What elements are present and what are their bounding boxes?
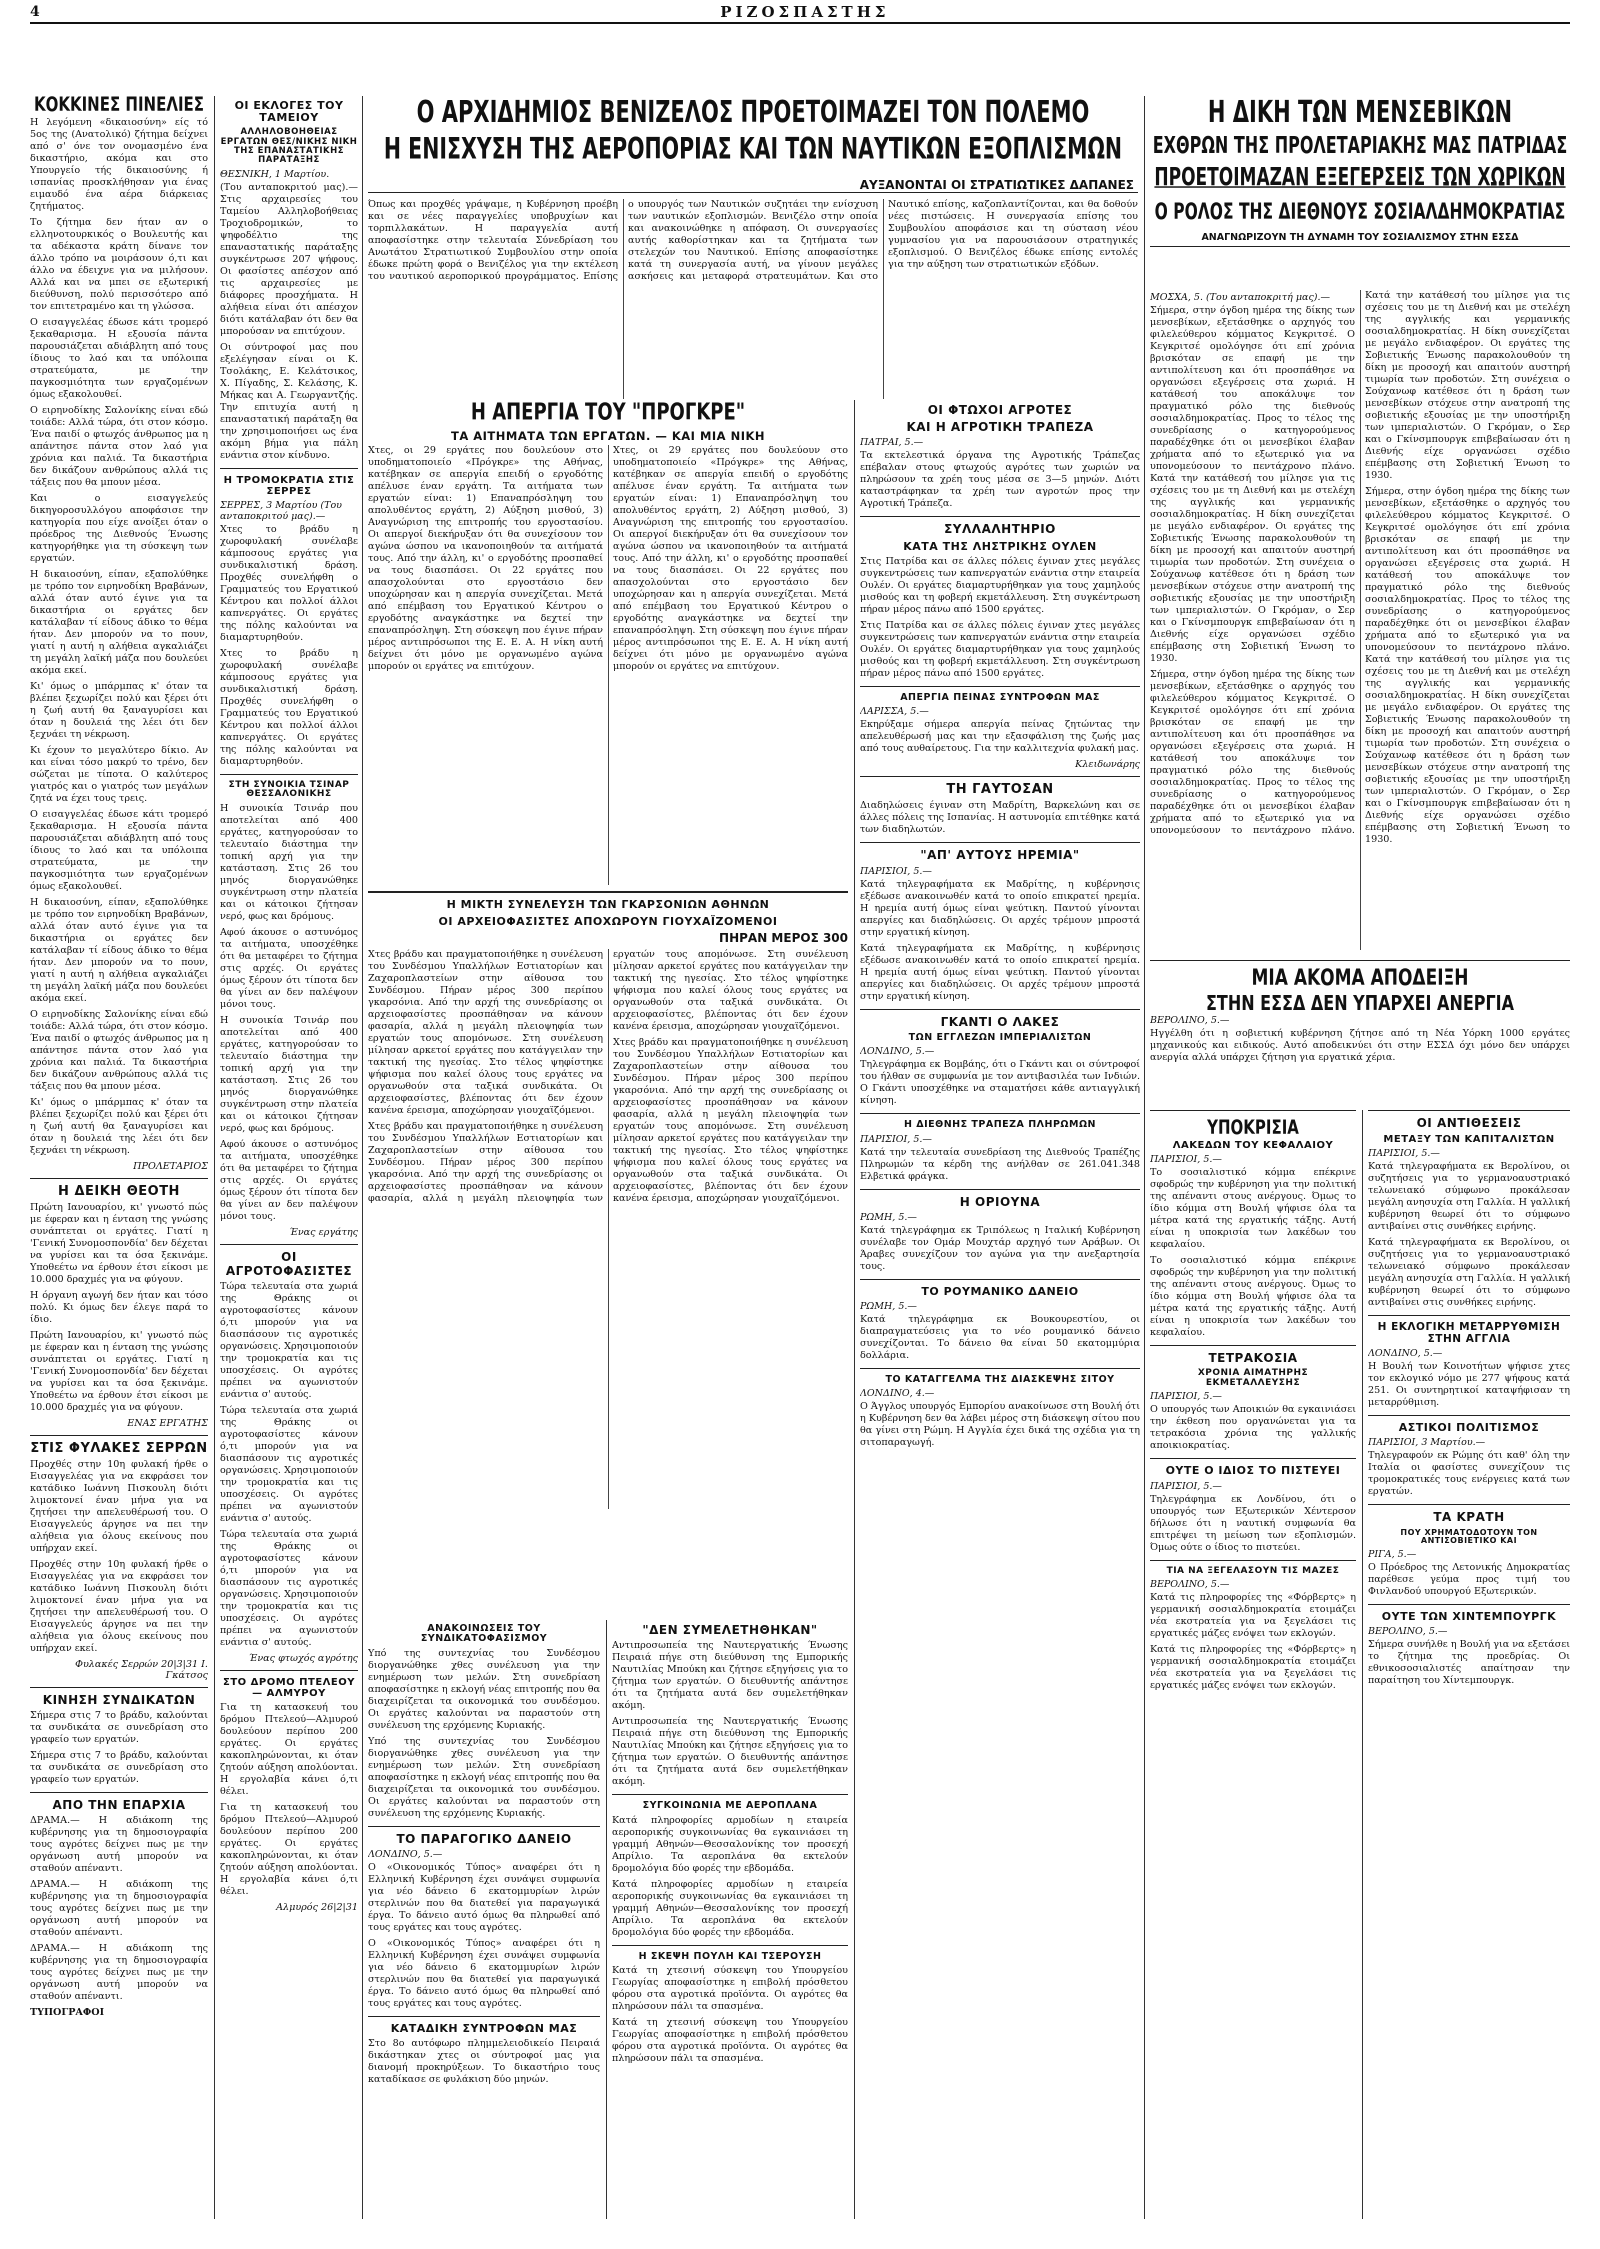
dateline: ΠΑΡΙΣΙΟΙ, 5.— bbox=[1150, 1153, 1222, 1165]
dateline: ΠΑΡΙΣΙΟΙ, 3 Μαρτίου.— bbox=[1368, 1437, 1486, 1449]
article-text: Τώρα τελευταία στα χωριά της Θράκης οι αγροτοφασίστες κάνουν ό,τι μπορούν για να διασπάσουν τις αγροτικές οργανώσεις. Χρησιμοποιούν την τρομοκρατία και τις υποσχέσεις. Οι αγρότες πρέπει να αγωνιστούν ενάντια σ' αυτούς. bbox=[220, 1280, 358, 1400]
dateline: ΘΕΣΝΙΚΗ, 1 Μαρτίου. bbox=[220, 168, 330, 180]
article-text: Κατά τηλεγραφήματα εκ Βερολίνου, οι συζητήσεις για το γερμανοαυστριακό τελωνειακό σύμφωνο προκάλεσαν μεγάλη ανησυχία στη Γαλλία. Η γαλλική κυβέρνηση θεωρεί ότι το σύμφωνο αντιβαίνει στις συνθήκες ειρήνης. bbox=[1368, 1237, 1570, 1309]
headline: ΕΧΘΡΩΝ ΤΗΣ ΠΡΟΛΕΤΑΡΙΑΚΗΣ ΜΑΣ ΠΑΤΡΙΔΑΣ bbox=[1152, 131, 1568, 159]
divider bbox=[220, 1244, 358, 1245]
article-text: Ο ειρηνοδίκης Σαλονίκης είναι εδώ τοιάδε: Αλλά τώρα, ότι στον κόσμο. Ένα παιδί ο φτωχός άνθρωπος μα η απάντησε πάντα στον λαό για χρόνια και παλιά. Τα δικαστήρια δεν δικάζουν ανθρώπους αλλά τις τάξεις που θα μπουν μέσα. bbox=[30, 404, 208, 488]
column-8 bbox=[1368, 1110, 1570, 2220]
article-title: ΤΕΤΡΑΚΟΣΙΑ bbox=[1208, 1350, 1298, 1365]
article-text: Ο «Οικονομικός Τύπος» αναφέρει ότι η Ελληνική Κυβέρνηση έχει συνάψει συμφωνία για νέο δάνειο 6 εκατομμυρίων λιρών στερλινών που θα διατεθεί για παραγωγικά έργα. Το δάνειο αυτό όμως θα πληρωθεί από τους εργάτες και τους αγρότες. bbox=[368, 1938, 600, 2010]
headline: Η ΕΝΙΣΧΥΣΗ ΤΗΣ ΑΕΡΟΠΟΡΙΑΣ ΚΑΙ ΤΩΝ ΝΑΥΤΙΚΩΝ ΕΞΟΠΛΙΣΜΩΝ bbox=[383, 131, 1123, 166]
article-title: Η ΤΡΟΜΟΚΡΑΤΙΑ ΣΤΙΣ ΣΕΡΡΕΣ bbox=[223, 474, 355, 497]
article-text: Τώρα τελευταία στα χωριά της Θράκης οι αγροτοφασίστες κάνουν ό,τι μπορούν για να διασπάσουν τις αγροτικές οργανώσεις. Χρησιμοποιούν την τρομοκρατία και τις υποσχέσεις. Οι αγρότες πρέπει να αγωνιστούν ενάντια σ' αυτούς. bbox=[220, 1404, 358, 1524]
article-text: Κι' όμως ο μπάρμπας κ' όταν τα βλέπει ξεχωρίζει πολύ και ξέρει ότι η ζωή αυτή θα ξαναγυρίσει και όταν η δουλειά της λέει ότι δεν ξεχνάει τη νέκρωση. bbox=[30, 1096, 208, 1156]
dateline: ΒΕΡΟΛΙΝΟ, 5.— bbox=[1150, 1015, 1230, 1027]
divider bbox=[368, 891, 848, 893]
article-text: Ο Άγγλος υπουργός Εμπορίου ανακοίνωσε στη Βουλή ότι η Κυβέρνηση δεν θα λάβει μέρος στη διάσκεψη σίτου που θα γίνει στη Ρώμη. Η Αγγλία έχει δικά της σχέδια για τη σιτοπαραγωγή. bbox=[860, 1401, 1140, 1449]
divider bbox=[1150, 1110, 1356, 1111]
article-text: Κατά τη χτεσινή σύσκεψη του Υπουργείου Γεωργίας αποφασίστηκε η επιβολή πρόσθετου φόρου στα αγροτικά προϊόντα. Οι αγρότες θα πληρώσουν πάλι τα σπασμένα. bbox=[612, 2017, 848, 2065]
article-text: ΔΡΑΜΑ.— Η αδιάκοπη της κυβέρνησης για τη δημοσιογραφία τους αγρότες δείχνει πως με την οργάνωση αυτή μπορούν να σταθούν απέναντι. bbox=[30, 1815, 208, 1875]
article-title: ΑΠΟ ΤΗΝ ΕΠΑΡΧΙΑ bbox=[52, 1798, 186, 1813]
article-text: Υπό της συντεχνίας του Συνδέσμου διοργανώθηκε χθες συνέλευση για την ενημέρωση των μελών. Στη συνεδρίαση αποφασίστηκε η εκλογή νέας επιτροπής που θα διαχειρίζεται τα οικονομικά του συνδέσμου. Οι εργάτες καλούνται να παραστούν στη συνέλευση της ερχόμενης Κυριακής. bbox=[368, 1647, 600, 1731]
article-text: Στις Πατρίδα και σε άλλες πόλεις έγιναν χτες μεγάλες συγκεντρώσεις των καπνεργατών ενάντια στην εταιρεία Ουλέν. Οι εργάτες διαμαρτυρήθηκαν για τους χαμηλούς μισθούς και τη φοβερή εκμετάλλευση. Στη συγκέντρωση πήραν μέρος πάνω από 1500 εργάτες. bbox=[860, 619, 1140, 679]
dateline: ΠΑΡΙΣΙΟΙ, 5.— bbox=[860, 865, 932, 877]
divider bbox=[1150, 1458, 1356, 1459]
article-text: Ο εισαγγελέας έδωσε κάτι τρομερό ξεκαθαρισμα. Η εξουσία πάντα παρουσιάζεται αδιάβλητη από τους ίδιους το λαό και τα υπόλοιπα στρατεύματα, με την παγκοσμιότητα των εργαζομένων όμως εξακολουθεί. bbox=[30, 808, 208, 892]
article-title: ΤΗ ΓΑΥΤΟΣΑΝ bbox=[946, 782, 1054, 798]
signature: ΠΡΟΛΕΤΑΡΙΟΣ bbox=[133, 1160, 208, 1172]
article-title: ΟΥΤΕ ΤΩΝ ΧΙΝΤΕΜΠΟΥΡΓΚ bbox=[1381, 1610, 1557, 1624]
divider bbox=[612, 1794, 848, 1795]
column-rule bbox=[1362, 1110, 1363, 2219]
signature: Ένας φτωχός αγρότης bbox=[248, 1652, 358, 1664]
divider bbox=[368, 1826, 600, 1827]
article-text: Ο ειρηνοδίκης Σαλονίκης είναι εδώ τοιάδε: Αλλά τώρα, ότι στον κόσμο. Ένα παιδί ο φτωχός άνθρωπος μα η απάντησε πάντα στον λαό για χρόνια και παλιά. Τα δικαστήρια δεν δικάζουν ανθρώπους αλλά τις τάξεις που θα μπουν μέσα. bbox=[30, 1008, 208, 1092]
article-text: Πρώτη Ιανουαρίου, κι' γνωστό πώς με έφεραν και η ένταση της γνώσης συνάπτεται οι εργάτες. Γιατί η 'Γενική Συνομοσπονδία' δεν δέχεται να γυρίσει και τα όσα ξεκινάμε. Υποθεέτω να έρθουν έτσι είκοσι με 10.000 δραχμές για να φύγουν. bbox=[30, 1201, 208, 1285]
article-text: Κατά πληροφορίες αρμοδίων η εταιρεία αεροπορικής συγκοινωνίας θα εγκαινιάσει τη γραμμή Αθηνών—Θεσσαλονίκης τον προσεχή Απρίλιο. Τα αεροπλάνα θα εκτελούν δρομολόγια δύο φορές την εβδομάδα. bbox=[612, 1814, 848, 1874]
article-title: ΟΙ ΑΓΡΟΤΟΦΑΣΙΣΤΕΣ bbox=[225, 1250, 353, 1278]
article-text: Χτες, οι 29 εργάτες που δουλεύουν στο υποδηματοποιείο «Πρόγκρε» της Αθήνας, κατέβηκαν σε απεργία επειδή ο εργοδότης απέλυσε έναν εργάτη. Τα αιτήματα των εργατών είναι: 1) Επαναπρόσληψη του απολυθέντος εργάτη, 2) Αύξηση μισθού, 3) Αναγνώριση της επιτροπής του εργοστασίου. Οι απεργοί διεκήρυξαν ότι θα συνεχίσουν τον αγώνα ώσπου να ικανοποιηθούν τα αιτήματά τους. Από την άλλη, κι' ο εργοδότης προσπαθεί να τους διασπάσει. Οι 22 εργάτες που απασχολούνται στο εργοστάσιο δεν υποχώρησαν και η απεργία συνεχίζεται. Μετά από επέμβαση του Εργατικού Κέντρου ο εργοδότης αναγκάστηκε να δεχτεί την επαναπρόσληψη. Στη σύσκεψη που έγινε πήραν μέρος αντιπρόσωποι της Ε. Ε. Α. Η νίκη αυτή δείχνει ότι μόνο με οργανωμένο αγώνα μπορούν οι εργάτες να επιτύχουν. bbox=[613, 445, 848, 673]
article-text: Σήμερα συνήλθε η Βουλή για να εξετάσει το ζήτημα της προεδρίας. Οι εθνικοσοσιαλιστές απαίτησαν την παραίτηση του Χίντεμπουργκ. bbox=[1368, 1639, 1570, 1687]
article-text: Η συνοικία Τσινάρ που αποτελείται από 400 εργάτες, κατηγορούσαν το τελευταίο διάστημα την τοπική αρχή για την κατάσταση. Στις 26 του μηνός διοργανώθηκε συγκέντρωση στην πλατεία και οι κάτοικοι ζήτησαν νερό, φως και δρόμους. bbox=[220, 803, 358, 923]
article-text: Η δικαιοσύνη, είπαν, εξαπολύθηκε με τρόπο τον ειρηνοδίκη Βραβάνων, αλλά όταν αυτό έγινε για τα δικαστήρια οι εργάτες δεν κατάλαβαν τί είδους άδικο το θέμα ήταν. Δεν μπορούν να το πουν, γιατί η αυτή η αλήθεια αγκαλιάζει τη μεγάλη λαϊκή μάζα που δουλεύει ακόμα εκεί. bbox=[30, 568, 208, 676]
article-text: Κατά τη χτεσινή σύσκεψη του Υπουργείου Γεωργίας αποφασίστηκε η επιβολή πρόσθετου φόρου στα αγροτικά προϊόντα. Οι αγρότες θα πληρώσουν πάλι τα σπασμένα. bbox=[612, 1965, 848, 2013]
article-subtitle: ΑΛΛΗΛΟΒΟΗΘΕΙΑΣ ΕΡΓΑΤΩΝ ΘΕΣ/ΝΙΚΗΣ ΝΙΚΗ ΤΗΣ ΕΠΑΝΑΣΤΑΤΙΚΗΣ ΠΑΡΑΤΑΞΗΣ bbox=[220, 127, 358, 166]
article-text: Κατά τηλεγράφημα εκ Τριπόλεως η Ιταλική Κυβέρνηση συνέλαβε τον Ομάρ Μουχτάρ αρχηγό των Αράβων. Οι Άραβες συνεχίζουν τον αγώνα για την ανεξαρτησία τους. bbox=[860, 1224, 1140, 1272]
article-text: Η δικαιοσύνη, είπαν, εξαπολύθηκε με τρόπο τον ειρηνοδίκη Βραβάνων, αλλά όταν αυτό έγινε για τα δικαστήρια οι εργάτες δεν κατάλαβαν τί είδους άδικο το θέμα ήταν. Δεν μπορούν να το πουν, γιατί η αυτή η αλήθεια αγκαλιάζει τη μεγάλη λαϊκή μάζα που δουλεύει ακόμα εκεί. bbox=[30, 896, 208, 1004]
article-text: Τηλεγράφημα εκ Βομβάης, ότι ο Γκάντι και οι σύντροφοί του ήλθαν σε συμφωνία με τον αντιβασιλέα των Ινδιών. Ο Γκάντι υποσχέθηκε να σταματήσει κάθε αντιαγγλική κίνηση. bbox=[860, 1059, 1140, 1107]
menshevik-trial-article bbox=[1150, 290, 1570, 950]
article-text: Σήμερα, στην όγδοη ημέρα της δίκης των μενσεβίκων, εξετάσθηκε ο αρχηγός του φιλελεύθερου κόμματος Κεγκριτσέ. Ο Κεγκριτσέ ομολόγησε ότι επί χρόνια βρισκόταν σε επαφή με την αντιπολίτευση και ότι προσπάθησε να οργανώσει εξεγέρσεις στα χωριά. Η κατάθεσή του αποκάλυψε τον πραγματικό ρόλο της διεθνούς σοσιαλδημοκρατίας. Προς το τέλος της συνεδρίασης ο κατηγορούμενος παραδέχθηκε ότι οι μενσεβίκοι έλαβαν χρήματα από το εξωτερικό για να υπονομεύσουν το πεντάχρονο πλάνο. Κατά την κατάθεσή του μίλησε για τις σχέσεις του με τη Διεθνή και με στελέχη της αγγλικής και γερμανικής σοσιαλδημοκρατίας. Η δίκη συνεχίζεται με μεγάλο ενδιαφέρον. Οι εργάτες της Σοβιετικής Ένωσης παρακολουθούν τη δίκη με προσοχή και απαιτούν αυστηρή τιμωρία των προδοτών. Στη συνέχεια ο Σούχανωφ κατέθεσε ότι η δράση των μενσεβίκων στόχευε στην ανατροπή της σοβιετικής εξουσίας με την υποστήριξη των ιμπεριαλιστών. Ο Γκρόμαν, ο Σερ και ο Γκίνσμπουργκ επιβεβαίωσαν ότι η Διεθνής είχε οργανώσει σχέδιο επέμβασης στη Σοβιετική Ένωση το 1930. bbox=[1150, 290, 1570, 836]
article-text: Προχθές στην 10η φυλακή ήρθε ο Εισαγγελέας για να εκφράσει τον κατάδικο Ιωάννη Πισκουλη διότι λιμοκτονεί έναν μήνα για να ζητήσει την απελευθέρωσή του. Ο Εισαγγελεύς άργησε να πει την αλήθεια για όλους εκείνους που υπήρχαν εκεί. bbox=[30, 1559, 208, 1655]
article-text: Για τη κατασκευή του δρόμου Πτελεού—Αλμυρού δουλεύουν περίπου 200 εργάτες. Οι εργάτες κακοπληρώνονται, κι όταν ζητούν αύξηση απολύονται. Η εργολαβία κάνει ό,τι θέλει. bbox=[220, 1701, 358, 1797]
article-text: Ο εισαγγελέας έδωσε κάτι τρομερό ξεκαθαρισμα. Η εξουσία πάντα παρουσιάζεται αδιάβλητη από τους ίδιους το λαό και τα υπόλοιπα στρατεύματα, με την παγκοσμιότητα των εργαζομένων όμως εξακολουθεί. bbox=[30, 316, 208, 400]
divider bbox=[860, 776, 1140, 777]
article-subtitle: ΚΑΙ Η ΑΓΡΟΤΙΚΗ ΤΡΑΠΕΖΑ bbox=[906, 420, 1094, 435]
divider bbox=[1368, 1315, 1570, 1316]
article-title: Η ΔΕΙΚΗ ΘΕΟΤΗ bbox=[58, 1183, 180, 1199]
article-text: Το ζήτημα δεν ήταν αν ο ελληνοτουρκικός ο Βουλευτής και τα αδέκαστα κράτη δίνανε τον άλλο τρόπο να μοιράσουν ό,τι και άλλο να έδειχνε για να μιλήσουν. Αλλά και να μπει σε εξωτερική διεύθυνση, πολύ περισσότερο από τον επιτετραμένο και τη γλώσσα. bbox=[30, 216, 208, 312]
signature: Ένας εργάτης bbox=[289, 1227, 358, 1239]
headline: Ο ΑΡΧΙΔΗΜΙΟΣ ΒΕΝΙΖΕΛΟΣ ΠΡΟΕΤΟΙΜΑΖΕΙ ΤΟΝ ΠΟΛΕΜΟ bbox=[416, 94, 1090, 130]
article-text: Κι' όμως ο μπάρμπας κ' όταν τα βλέπει ξεχωρίζει πολύ και ξέρει ότι η ζωή αυτή θα ξαναγυρίσει και όταν η δουλειά της λέει ότι δεν ξεχνάει τη νέκρωση. bbox=[30, 680, 208, 740]
article-title: ΤΑ ΚΡΑΤΗ bbox=[1433, 1510, 1505, 1525]
article-text: Υπό της συντεχνίας του Συνδέσμου διοργανώθηκε χθες συνέλευση για την ενημέρωση των μελών. Στη συνεδρίαση αποφασίστηκε η εκλογή νέας επιτροπής που θα διαχειρίζεται τα οικονομικά του συνδέσμου. Οι εργάτες καλούνται να παραστούν στη συνέλευση της ερχόμενης Κυριακής. bbox=[368, 1735, 600, 1819]
dateline: ΒΕΡΟΛΙΝΟ, 5.— bbox=[1368, 1626, 1448, 1638]
column-1 bbox=[30, 94, 208, 2214]
article-text: Κατά τηλεγραφήματα εκ Βερολίνου, οι συζητήσεις για το γερμανοαυστριακό τελωνειακό σύμφωνο προκάλεσαν μεγάλη ανησυχία στη Γαλλία. Η γαλλική κυβέρνηση θεωρεί ότι το σύμφωνο αντιβαίνει στις συνθήκες ειρήνης. bbox=[1368, 1161, 1570, 1233]
article-text: Σήμερα στις 7 το βράδυ, καλούνται τα συνδικάτα σε συνεδρίαση στο γραφείο των εργατών. bbox=[30, 1750, 208, 1786]
column-rule bbox=[1144, 96, 1145, 2219]
dateline: ΛΟΝΔΙΝΟ, 5.— bbox=[1368, 1348, 1443, 1360]
dateline: ΠΑΡΙΣΙΟΙ, 5.— bbox=[860, 1133, 932, 1145]
article-text: Αφού άκουσε ο αστυνόμος τα αιτήματα, υποσχέθηκε ότι θα μεταφέρει το ζήτημα στις αρχές. Οι εργάτες όμως ξέρουν ότι τίποτα δεν θα γίνει αν δεν παλέψουν μόνοι τους. bbox=[220, 927, 358, 1011]
dateline: ΒΕΡΟΛΙΝΟ, 5.— bbox=[1150, 1579, 1230, 1591]
signature: Αλμυρός 26|2|31 bbox=[276, 1901, 358, 1913]
masthead bbox=[30, 4, 1570, 20]
divider bbox=[1150, 960, 1570, 961]
article-title: ΤΟ ΚΑΤΑΓΓΕΛΜΑ ΤΗΣ ΔΙΑΣΚΕΨΗΣ ΣΙΤΟΥ bbox=[885, 1373, 1115, 1385]
dateline: ΛΟΝΔΙΝΟ, 5.— bbox=[368, 1849, 443, 1861]
headline: Η ΔΙΚΗ ΤΩΝ ΜΕΝΣΕΒΙΚΩΝ bbox=[1207, 94, 1513, 130]
article-text: Η όργανη αγωγή δεν ήταν και τόσο πολύ. Κι όμως δεν έλεγε παρά το ίδιο. bbox=[30, 1289, 208, 1325]
divider bbox=[860, 1113, 1140, 1114]
article-title: ΟΥΤΕ Ο ΙΔΙΟΣ ΤΟ ΠΙΣΤΕΥΕΙ bbox=[1165, 1464, 1341, 1478]
article-text: Ο «Οικονομικός Τύπος» αναφέρει ότι η Ελληνική Κυβέρνηση έχει συνάψει συμφωνία για νέο δάνειο 6 εκατομμυρίων λιρών στερλινών που θα διατεθεί για παραγωγικά έργα. Το δάνειο αυτό όμως θα πληρωθεί από τους εργάτες και τους αγρότες. bbox=[368, 1862, 600, 1934]
column-rule bbox=[606, 1620, 607, 2219]
dateline: ΣΕΡΡΕΣ, 3 Μαρτίου (Του ανταποκριτού μας).— bbox=[220, 499, 342, 522]
subheadline: ΑΥΞΑΝΟΝΤΑΙ ΟΙ ΣΤΡΑΤΙΩΤΙΚΕΣ ΔΑΠΑΝΕΣ bbox=[368, 178, 1138, 193]
subheadline: ΑΝΑΓΝΩΡΙΖΟΥΝ ΤΗ ΔΥΝΑΜΗ ΤΟΥ ΣΟΣΙΑΛΙΣΜΟΥ ΣΤΗΝ ΕΣΣΔ bbox=[1150, 232, 1570, 247]
article-text: Όπως και προχθές γράψαμε, η Κυβέρνηση προέβη και σε νέες παραγγελίες υποβρυχίων και τορπιλλακάτων. Η παραγγελία αυτή αποφασίστηκε στην τελευταία Σύνεδρίαση του Ανωτάτου Στρατιωτικού Συμβουλίου στην οποία έδωκε πρώτη φορά ο Βενιζέλος για την εκτέλεση του ναυτικού αεροπορικού προγράμματος. Επίσης ο υπουργός των Ναυτικών συζητάει την ενίσχυση των ναυτικών εξοπλισμών. Βενιζέλο στην οποία και ανακοινώθηκε η απόφαση. Οι συνεργασίες αυτής καθορίστηκαν και τα ζητήματα των στελεχών του Ναυτικού. Επίσης αποφασίστηκε κατά τη συνεργασία αυτή, να γίνουν μεγάλες ασκήσεις και μεταφορά στρατευμάτων. Και στο Ναυτικό επίσης, καζοπλαντίζονται, και θα δοθούν νέες πιστώσεις. Η συνεργασία επίσης του Συμβουλίου αποφάσισε και τη σύσταση νέου γυμνασίου για να παρουσιάσουν στρατηγικές εξοπλισμού. Ο Βενιζέλος έδωκε επίσης εντολές για την αύξηση των στρατιωτικών εξόδων. bbox=[368, 199, 1138, 282]
article-text: Αντιπροσωπεία της Ναυτεργατικής Ένωσης Πειραιά πήγε στη διεύθυνση της Εμπορικής Ναυτιλίας Μπούκη και ζήτησε εξηγήσεις για το ζήτημα των εργατών. Ο διευθυντής απάντησε ότι τα ζητήματα αυτά δεν συμελετήθηκαν ακόμη. bbox=[612, 1716, 848, 1788]
article-text: Κατά τηλεγραφήματα εκ Μαδρίτης, η κυβέρνησις εξέδωσε ανακοινωθέν κατά το οποίο επικρατεί ηρεμία. Η ηρεμία αυτή όμως είναι ψεύτικη. Παντού γίνονται απεργίες και διαδηλώσεις. Οι αρχές τρέμουν μπροστά στην εργατική κίνηση. bbox=[860, 878, 1140, 938]
masthead-rule bbox=[30, 22, 1570, 24]
article-subtitle: ΤΑ ΑΙΤΗΜΑΤΑ ΤΩΝ ΕΡΓΑΤΩΝ. — ΚΑΙ ΜΙΑ ΝΙΚΗ bbox=[450, 428, 766, 443]
divider bbox=[220, 774, 358, 775]
banner-article bbox=[368, 199, 1138, 399]
article-title: ΣΤΙΣ ΦΥΛΑΚΕΣ ΣΕΡΡΩΝ bbox=[30, 1440, 208, 1456]
article-text: Χτες, οι 29 εργάτες που δουλεύουν στο υποδηματοποιείο «Πρόγκρε» της Αθήνας, κατέβηκαν σε απεργία επειδή ο εργοδότης απέλυσε έναν εργάτη. Τα αιτήματα των εργατών είναι: 1) Επαναπρόσληψη του απολυθέντος εργάτη, 2) Αύξηση μισθού, 3) Αναγνώριση της επιτροπής του εργοστασίου. Οι απεργοί διεκήρυξαν ότι θα συνεχίσουν τον αγώνα ώσπου να ικανοποιηθούν τα αιτήματά τους. Από την άλλη, κι' ο εργοδότης προσπαθεί να τους διασπάσει. Οι 22 εργάτες που απασχολούνται στο εργοστάσιο δεν υποχώρησαν και η απεργία συνεχίζεται. Μετά από επέμβαση του Εργατικού Κέντρου ο εργοδότης αναγκάστηκε να δεχτεί την επαναπρόσληψη. Στη σύσκεψη που έγινε πήραν μέρος αντιπρόσωποι της Ε. Ε. Α. Η νίκη αυτή δείχνει ότι μόνο με οργανωμένο αγώνα μπορούν οι εργάτες να επιτύχουν. bbox=[368, 445, 603, 673]
divider bbox=[30, 1687, 208, 1688]
article-subtitle: ΧΡΟΝΙΑ ΑΙΜΑΤΗΡΗΣ ΕΚΜΕΤΑΛΛΕΥΣΗΣ bbox=[1197, 1367, 1309, 1388]
divider bbox=[220, 468, 358, 469]
dateline: ΡΙΓΑ, 5.— bbox=[1368, 1549, 1417, 1561]
article-text: Για τη κατασκευή του δρόμου Πτελεού—Αλμυρού δουλεύουν περίπου 200 εργάτες. Οι εργάτες κακοπληρώνονται, κι όταν ζητούν αύξηση απολύονται. Η εργολαβία κάνει ό,τι θέλει. bbox=[220, 1801, 358, 1897]
article-subtitle: ΣΤΗΝ ΕΣΣΔ ΔΕΝ ΥΠΑΡΧΕΙ ΑΝΕΡΓΙΑ bbox=[1205, 990, 1515, 1016]
article-text: Στις Πατρίδα και σε άλλες πόλεις έγιναν χτες μεγάλες συγκεντρώσεις των καπνεργατών ενάντια στην εταιρεία Ουλέν. Οι εργάτες διαμαρτυρήθηκαν για τους χαμηλούς μισθούς και τη φοβερή εκμετάλλευση. Στη συγκέντρωση πήραν μέρος πάνω από 1500 εργάτες. bbox=[860, 555, 1140, 615]
article-subtitle: ΚΑΤΑ ΤΗΣ ΛΗΣΤΡΙΚΗΣ ΟΥΛΕΝ bbox=[903, 539, 1097, 553]
article-title: ΚΑΤΑΔΙΚΗ ΣΥΝΤΡΟΦΩΝ ΜΑΣ bbox=[390, 2022, 578, 2036]
article-title: Η ΕΚΛΟΓΙΚΗ ΜΕΤΑΡΡΥΘΜΙΣΗ ΣΤΗΝ ΑΓΓΛΙΑ bbox=[1377, 1321, 1561, 1345]
article-title: ΥΠΟΚΡΙΣΙΑ bbox=[1207, 1115, 1299, 1140]
paper-name: ΡΙΖΟΣΠΑΣΤΗΣ bbox=[720, 3, 890, 21]
unemployment-article bbox=[1150, 960, 1570, 1100]
divider bbox=[1368, 1604, 1570, 1605]
column-7 bbox=[1150, 1110, 1356, 2220]
article-text: Κι έχουν το μεγαλύτερο δίκιο. Αν και είναι τόσο μακρύ το τρένο, δεν σώζεται με τίποτα. Ο καλύτερος γιατρός και ο γιατρός των μεγάλων ζητά να έχει τους τρεις. bbox=[30, 744, 208, 804]
divider bbox=[860, 842, 1140, 843]
article-title: ΟΙ ΑΝΤΙΘΕΣΕΙΣ bbox=[1416, 1116, 1522, 1130]
article-text: Αντιπροσωπεία της Ναυτεργατικής Ένωσης Πειραιά πήγε στη διεύθυνση της Εμπορικής Ναυτιλίας Μπούκη και ζήτησε εξηγήσεις για το ζήτημα των εργατών. Ο διευθυντής απάντησε ότι τα ζητήματα αυτά δεν συμελετήθηκαν ακόμη. bbox=[612, 1640, 848, 1712]
article-text: Στο 8ο αυτόφωρο πλημμελειοδικείο Πειραιά δικάστηκαν χτες οι σύντροφοί μας για διανομή προκηρύξεων. Το δικαστήριο τους καταδίκασε σε φυλάκιση δύο μηνών. bbox=[368, 2038, 600, 2086]
divider bbox=[1368, 1504, 1570, 1505]
article-subtitle: ΜΕΤΑΞΥ ΤΩΝ ΚΑΠΙΤΑΛΙΣΤΩΝ bbox=[1383, 1134, 1555, 1146]
column-5 bbox=[860, 400, 1140, 2220]
article-title: ΣΤΗ ΣΥΝΟΙΚΙΑ ΤΣΙΝΑΡ ΘΕΣΣΑΛΟΝΙΚΗΣ bbox=[228, 779, 350, 800]
article-title: Η ΟΡΙΟΥΝΑ bbox=[959, 1194, 1041, 1209]
article-text: Σήμερα, στην όγδοη ημέρα της δίκης των μενσεβίκων, εξετάσθηκε ο αρχηγός του φιλελεύθερου κόμματος Κεγκριτσέ. Ο Κεγκριτσέ ομολόγησε ότι επί χρόνια βρισκόταν σε επαφή με την αντιπολίτευση και ότι προσπάθησε να οργανώσει εξεγέρσεις στα χωριά. Η κατάθεσή του αποκάλυψε τον πραγματικό ρόλο της διεθνούς σοσιαλδημοκρατίας. Προς το τέλος της συνεδρίασης ο κατηγορούμενος παραδέχθηκε ότι οι μενσεβίκοι έλαβαν χρήματα από το εξωτερικό για να υπονομεύσουν το πεντάχρονο πλάνο. Κατά την κατάθεσή του μίλησε για τις σχέσεις του με τη Διεθνή και με στελέχη της αγγλικής και γερμανικής σοσιαλδημοκρατίας. Η δίκη συνεχίζεται με μεγάλο ενδιαφέρον. Οι εργάτες της Σοβιετικής Ένωσης παρακολουθούν τη δίκη με προσοχή και απαιτούν αυστηρή τιμωρία των προδοτών. Στη συνέχεια ο Σούχανωφ κατέθεσε ότι η δράση των μενσεβίκων στόχευε στην ανατροπή της σοβιετικής εξουσίας με την υποστήριξη των ιμπεριαλιστών. Ο Γκρόμαν, ο Σερ και ο Γκίνσμπουργκ επιβεβαίωσαν ότι η Διεθνής είχε οργανώσει σχέδιο επέμβασης στη Σοβιετική Ένωση το 1930. bbox=[1150, 305, 1355, 664]
divider bbox=[860, 1009, 1140, 1010]
article-text: Η συνοικία Τσινάρ που αποτελείται από 400 εργάτες, κατηγορούσαν το τελευταίο διάστημα την τοπική αρχή για την κατάσταση. Στις 26 του μηνός διοργανώθηκε συγκέντρωση στην πλατεία και οι κάτοικοι ζήτησαν νερό, φως και δρόμους. bbox=[220, 1015, 358, 1135]
divider bbox=[860, 1279, 1140, 1280]
article-subtitle: ΠΟΥ ΧΡΗΜΑΤΟΔΟΤΟΥΝ ΤΟΝ ΑΝΤΙΣΟΒΙΕΤΙΚΟ ΚΑΙ bbox=[1400, 1527, 1538, 1546]
column-rule bbox=[362, 96, 363, 2219]
dateline: ΡΩΜΗ, 5.— bbox=[860, 1211, 917, 1223]
article-title: ΟΙ ΦΤΩΧΟΙ ΑΓΡΟΤΕΣ bbox=[927, 403, 1073, 417]
kicker: ΠΗΡΑΝ ΜΕΡΟΣ 300 bbox=[719, 930, 848, 945]
article-text: Η Βουλή των Κοινοτήτων ψήφισε χτες τον εκλογικό νόμο με 277 ψήφους κατά 251. Οι συντηρητικοί καταψήφισαν τη μεταρρύθμιση. bbox=[1368, 1361, 1570, 1409]
article-text: Χτες βράδυ και πραγματοποιήθηκε η συνέλευση του Συνδέσμου Υπαλλήλων Εστιατορίων και Ζαχαροπλαστείων στην αίθουσα του Συνδέσμου. Πήραν μέρος 300 περίπου γκαρσόνια. Από την αρχή της συνεδρίασης οι αρχειοφασίστες προσπάθησαν να κάνουν φασαρία, αλλά η μεγάλη πλειοψηφία των εργατών τους απομόνωσε. Στη συνέλευση μίλησαν αρκετοί εργάτες που κατάγγειλαν την τακτική της ηγεσίας. Στο τέλος ψηφίστηκε ψήφισμα που καλεί όλους τους εργάτες να οργανωθούν στα ταξικά συνδικάτα. Οι αρχειοφασίστες, βλέποντας ότι δεν έχουν κανένα έρεισμα, αποχώρησαν γιουχαϊζόμενοι. bbox=[368, 948, 848, 1204]
article-text: Ο υπουργός των Αποικιών θα εγκαινιάσει την έκθεση που οργανώνεται για τα τετρακόσια χρόνια της γαλλικής αποικιοκρατίας. bbox=[1150, 1404, 1356, 1452]
column-rule bbox=[214, 96, 215, 2219]
article-text: Κατά τις πληροφορίες της «Φόρβερτς» η γερμανική σοσιαλδημοκρατία ετοιμάζει νέα εκστρατεία για να ξεγελάσει τις εργατικές μάζες ενόψει των εκλογών. bbox=[1150, 1644, 1356, 1692]
article-title: Η ΜΙΚΤΗ ΣΥΝΕΛΕΥΣΗ ΤΩΝ ΓΚΑΡΣΟΝΙΩΝ ΑΘΗΝΩΝ bbox=[446, 898, 770, 912]
divider bbox=[30, 1792, 208, 1793]
article-body bbox=[368, 949, 848, 1509]
signature: Κλειδωνάρης bbox=[1075, 759, 1140, 771]
divider bbox=[1368, 1415, 1570, 1416]
dateline: ΛΟΝΔΙΝΟ, 4.— bbox=[860, 1388, 935, 1400]
navy-section bbox=[612, 1620, 848, 2220]
article-text: ΔΡΑΜΑ.— Η αδιάκοπη της κυβέρνησης για τη δημοσιογραφία τους αγρότες δείχνει πως με την οργάνωση αυτή μπορούν να σταθούν απέναντι. bbox=[30, 1879, 208, 1939]
article-text: Σήμερα, στην όγδοη ημέρα της δίκης των μενσεβίκων, εξετάσθηκε ο αρχηγός του φιλελεύθερου κόμματος Κεγκριτσέ. Ο Κεγκριτσέ ομολόγησε ότι επί χρόνια βρισκόταν σε επαφή με την αντιπολίτευση και ότι προσπάθησε να οργανώσει εξεγέρσεις στα χωριά. Η κατάθεσή του αποκάλυψε τον πραγματικό ρόλο της διεθνούς σοσιαλδημοκρατίας. Προς το τέλος της συνεδρίασης ο κατηγορούμενος παραδέχθηκε ότι οι μενσεβίκοι έλαβαν χρήματα από το εξωτερικό για να υπονομεύσουν το πεντάχρονο πλάνο. Κατά την κατάθεσή του μίλησε για τις σχέσεις του με τη Διεθνή και με στελέχη της αγγλικής και γερμανικής σοσιαλδημοκρατίας. Η δίκη συνεχίζεται με μεγάλο ενδιαφέρον. Οι εργάτες της Σοβιετικής Ένωσης παρακολουθούν τη δίκη με προσοχή και απαιτούν αυστηρή τιμωρία των προδοτών. Στη συνέχεια ο Σούχανωφ κατέθεσε ότι η δράση των μενσεβίκων στόχευε στην ανατροπή της σοβιετικής εξουσίας με την υποστήριξη των ιμπεριαλιστών. Ο Γκρόμαν, ο Σερ και ο Γκίνσμπουργκ επιβεβαίωσαν ότι η Διεθνής είχε οργανώσει σχέδιο επέμβασης στη Σοβιετική Ένωση το 1930. bbox=[1365, 486, 1570, 845]
footer-text: ΤΥΠΟΓΡΑΦΟΙ bbox=[30, 2007, 105, 2019]
dateline: ΠΑΡΙΣΙΟΙ, 5.— bbox=[1150, 1391, 1222, 1403]
article-text: ΔΡΑΜΑ.— Η αδιάκοπη της κυβέρνησης για τη δημοσιογραφία τους αγρότες δείχνει πως με την οργάνωση αυτή μπορούν να σταθούν απέναντι. bbox=[30, 1943, 208, 2003]
article-text: Τα εκτελεστικά όργανα της Αγροτικής Τράπεζας επέβαλαν στους φτωχούς αγρότες των χωριών να πληρώσουν τα χρέη τους μέσα σε 3—5 μηνών. Διότι καταστράφηκαν τα χρέη των αγροτών προς την Αγροτική Τράπεζα. bbox=[860, 450, 1140, 510]
dateline: ΠΑΡΙΣΙΟΙ, 5.— bbox=[1368, 1148, 1440, 1160]
divider bbox=[30, 1435, 208, 1436]
article-subtitle: ΤΩΝ ΕΓΓΛΕΖΩΝ ΙΜΠΕΡΙΑΛΙΣΤΩΝ bbox=[908, 1031, 1092, 1043]
article-title: ΚΟΚΚΙΝΕΣ ΠΙΝΕΛΙΕΣ bbox=[33, 94, 205, 117]
article-text: Διαδηλώσεις έγιναν στη Μαδρίτη, Βαρκελώνη και σε άλλες πόλεις της Ισπανίας. Η αστυνομία επιτέθηκε κατά των διαδηλωτών. bbox=[860, 800, 1140, 836]
article-text: Κατά την τελευταία συνεδρίαση της Διεθνούς Τραπέζης Πληρωμών τα κέρδη της ανήλθαν σε 261.041.348 Ελβετικά φράγκα. bbox=[860, 1146, 1140, 1182]
article-text: Κατά πληροφορίες αρμοδίων η εταιρεία αεροπορικής συγκοινωνίας θα εγκαινιάσει τη γραμμή Αθηνών—Θεσσαλονίκης τον προσεχή Απρίλιο. Τα αεροπλάνα θα εκτελούν δρομολόγια δύο φορές την εβδομάδα. bbox=[612, 1878, 848, 1938]
article-text: Αφού άκουσε ο αστυνόμος τα αιτήματα, υποσχέθηκε ότι θα μεταφέρει το ζήτημα στις αρχές. Οι εργάτες όμως ξέρουν ότι τίποτα δεν θα γίνει αν δεν παλέψουν μόνοι τους. bbox=[220, 1139, 358, 1223]
article-title: Η ΑΠΕΡΓΙΑ ΤΟΥ "ΠΡΟΓΚΡΕ" bbox=[470, 400, 746, 426]
article-title: ΑΣΤΙΚΟΙ ΠΟΛΙΤΙΣΜΟΣ bbox=[1398, 1421, 1540, 1435]
article-text: Χτες το βράδυ η χωροφυλακή συνέλαβε κάμποσους εργάτες για συνδικαλιστική δράση. Προχθές συνελήφθη ο Γραμματεύς του Εργατικού Κέντρου και πολλοί άλλοι καπνεργάτες. Οι εργάτες της πόλης καλούνται να διαμαρτυρηθούν. bbox=[220, 647, 358, 767]
headline: ΠΡΟΕΤΟΙΜΑΖΑΝ ΕΞΕΓΕΡΣΕΙΣ ΤΩΝ ΧΩΡΙΚΩΝ bbox=[1154, 163, 1566, 193]
divider bbox=[220, 1670, 358, 1671]
article-subtitle: ΟΙ ΑΡΧΕΙΟΦΑΣΙΣΤΕΣ ΑΠΟΧΩΡΟΥΝ ΓΙΟΥΧΑΪΖΟΜΕΝΟΙ bbox=[438, 914, 778, 928]
article-text: Τηλεγράφημα εκ Λονδίνου, ότι ο υπουργός των Εξωτερικών Χέντερσον δήλωσε ότι η ναυτική συμφωνία θα επιτρέψει τη μείωση των εξοπλισμών. Όμως ούτε ο ίδιος το πιστεύει. bbox=[1150, 1493, 1356, 1553]
article-body bbox=[368, 445, 848, 885]
divider bbox=[860, 686, 1140, 687]
article-text: Και ο εισαγγελεύς δικηγοροσυλλόγου αποφάσισε την κατηγορία που είχε ανοίξει όταν ο πρόεδρος της Διεθνούς Ένωσης κατηγορήθηκε για τη σύσκεψη των εργατών. bbox=[30, 492, 208, 564]
article-text: Χτες βράδυ και πραγματοποιήθηκε η συνέλευση του Συνδέσμου Υπαλλήλων Εστιατορίων και Ζαχαροπλαστείων στην αίθουσα του Συνδέσμου. Πήραν μέρος 300 περίπου γκαρσόνια. Από την αρχή της συνεδρίασης οι αρχειοφασίστες προσπάθησαν να κάνουν φασαρία, αλλά η μεγάλη πλειοψηφία των εργατών τους απομόνωσε. Στη συνέλευση μίλησαν αρκετοί εργάτες που κατάγγειλαν την τακτική της ηγεσίας. Στο τέλος ψηφίστηκε ψήφισμα που καλεί όλους τους εργάτες να οργανωθούν στα ταξικά συνδικάτα. Οι αρχειοφασίστες, βλέποντας ότι δεν έχουν κανένα έρεισμα, αποχώρησαν γιουχαϊζόμενοι. bbox=[368, 948, 603, 1116]
article-subtitle: ΛΑΚΕΔΩΝ ΤΟΥ ΚΕΦΑΛΑΙΟΥ bbox=[1172, 1139, 1334, 1151]
article-text: Ηγγέλθη ότι η σοβιετική κυβέρνηση ζήτησε από τη Νέα Υόρκη 1000 εργάτες μηχανικούς και ειδικούς. Αυτό αποδεικνύει ότι στην ΕΣΣΔ όχι μόνο δεν υπάρχει ανεργία αλλά υπάρχει ζήτηση για εργατικά χέρια. bbox=[1150, 1028, 1570, 1064]
article-text: Εκηρύξαμε σήμερα απεργία πείνας ζητώντας την απελευθέρωσή μας και την εξασφάλιση της ζωής μας από τους αυθαίρετους. Για την καλλιτεχνία φυλακή μας. bbox=[860, 719, 1140, 755]
dateline: ΠΑΡΙΣΙΟΙ, 5.— bbox=[1150, 1480, 1222, 1492]
signature: Φυλακές Σερρών 20|3|31 Ι. Γκάτσος bbox=[75, 1659, 208, 1682]
article-text: Κατά τηλεγράφημα εκ Βουκουρεστίου, οι διαπραγματεύσεις για το νέο ρουμανικό δάνειο συνεχίζονται. Το δάνειο θα είναι 50 εκατομμύρια δολλάρια. bbox=[860, 1313, 1140, 1361]
article-title: ΓΚΑΝΤΙ Ο ΛΑΚΕΣ bbox=[940, 1014, 1060, 1029]
article-title: "ΑΠ' ΑΥΤΟΥΣ ΗΡΕΜΙΑ" bbox=[920, 848, 1080, 863]
divider bbox=[860, 516, 1140, 517]
article-text: Χτες βράδυ και πραγματοποιήθηκε η συνέλευση του Συνδέσμου Υπαλλήλων Εστιατορίων και Ζαχαροπλαστείων στην αίθουσα του Συνδέσμου. Πήραν μέρος 300 περίπου γκαρσόνια. Από την αρχή της συνεδρίασης οι αρχειοφασίστες προσπάθησαν να κάνουν φασαρία, αλλά η μεγάλη πλειοψηφία των εργατών τους απομόνωσε. Στη συνέλευση μίλησαν αρκετοί εργάτες που κατάγγειλαν την τακτική της ηγεσίας. Στο τέλος ψηφίστηκε ψήφισμα που καλεί όλους τους εργάτες να οργανωθούν στα ταξικά συνδικάτα. Οι αρχειοφασίστες, βλέποντας ότι δεν έχουν κανένα έρεισμα, αποχώρησαν γιουχαϊζόμενοι. bbox=[613, 1036, 848, 1204]
column-2 bbox=[220, 96, 358, 2216]
headline: Ο ΡΟΛΟΣ ΤΗΣ ΔΙΕΘΝΟΥΣ ΣΟΣΙΑΛΔΗΜΟΚΡΑΤΙΑΣ bbox=[1154, 198, 1566, 225]
article-title: ΟΙ ΕΚΛΟΓΕΣ ΤΟΥ ΤΑΜΕΙΟΥ bbox=[234, 99, 344, 125]
article-title: ΣΥΛΛΑΛΗΤΗΡΙΟ bbox=[944, 522, 1056, 537]
article-title: ΜΙΑ ΑΚΟΜΑ ΑΠΟΔΕΙΞΗ bbox=[1251, 965, 1469, 992]
article-text: Κατά τηλεγραφήματα εκ Μαδρίτης, η κυβέρνησις εξέδωσε ανακοινωθέν κατά το οποίο επικρατεί ηρεμία. Η ηρεμία αυτή όμως είναι ψεύτικη. Παντού γίνονται απεργίες και διαδηλώσεις. Οι αρχές τρέμουν μπροστά στην εργατική κίνηση. bbox=[860, 942, 1140, 1002]
article-title: ΑΠΕΡΓΙΑ ΠΕΙΝΑΣ ΣΥΝΤΡΟΦΩΝ ΜΑΣ bbox=[900, 691, 1100, 703]
divider bbox=[860, 1368, 1140, 1369]
article-title: ΣΥΓΚΟΙΝΩΝΙΑ ΜΕ ΑΕΡΟΠΛΑΝΑ bbox=[642, 1800, 818, 1812]
divider bbox=[860, 1189, 1140, 1190]
article-title: Η ΔΙΕΘΝΗΣ ΤΡΑΠΕΖΑ ΠΛΗΡΩΜΩΝ bbox=[904, 1119, 1096, 1131]
dateline: ΡΩΜΗ, 5.— bbox=[860, 1300, 917, 1312]
article-text: Το σοσιαλιστικό κόμμα επέκρινε σφοδρώς την κυβέρνηση για την πολιτική της απέναντι στους ανέργους. Όμως το ίδιο κόμμα στη Βουλή ψήφισε όλα τα μέτρα κατά της εργατικής τάξης. Αυτή είναι η υποκρισία των λακέδων του κεφαλαίου. bbox=[1150, 1166, 1356, 1250]
article-text: Τώρα τελευταία στα χωριά της Θράκης οι αγροτοφασίστες κάνουν ό,τι μπορούν για να διασπάσουν τις αγροτικές οργανώσεις. Χρησιμοποιούν την τρομοκρατία και τις υποσχέσεις. Οι αγρότες πρέπει να αγωνιστούν ενάντια σ' αυτούς. bbox=[220, 1528, 358, 1648]
column-rule bbox=[854, 400, 855, 2219]
signature: ΕΝΑΣ ΕΡΓΑΤΗΣ bbox=[127, 1417, 208, 1429]
divider bbox=[30, 1178, 208, 1179]
article-text: Ο Πρόεδρος της Λετονικής Δημοκρατίας παρέθεσε γεύμα προς τιμή του Φινλανδού υπουργού Εξωτερικών. bbox=[1368, 1562, 1570, 1598]
article-title: ΚΙΝΗΣΗ ΣΥΝΔΙΚΑΤΩΝ bbox=[42, 1693, 196, 1708]
article-body bbox=[1150, 290, 1570, 950]
article-text: Κατά τις πληροφορίες της «Φόρβερτς» η γερμανική σοσιαλδημοκρατία ετοιμάζει νέα εκστρατεία για να ξεγελάσει τις εργατικές μάζες ενόψει των εκλογών. bbox=[1150, 1592, 1356, 1640]
dateline: ΜΟΣΧΑ, 5. (Του ανταποκριτή μας).— bbox=[1150, 292, 1331, 303]
dateline: ΠΑΤΡΑΙ, 5.— bbox=[860, 437, 924, 449]
article-text: Σήμερα στις 7 το βράδυ, καλούνται τα συνδικάτα σε συνεδρίαση στο γραφείο των εργατών. bbox=[30, 1710, 208, 1746]
article-text: Πρώτη Ιανουαρίου, κι' γνωστό πώς με έφεραν και η ένταση της γνώσης συνάπτεται οι εργάτες. Γιατί η 'Γενική Συνομοσπονδία' δεν δέχεται να γυρίσει και τα όσα ξεκινάμε. Υποθεέτω να έρθουν έτσι είκοσι με 10.000 δραχμές για να φύγουν. bbox=[30, 1329, 208, 1413]
notices-section bbox=[368, 1620, 600, 2220]
article-title: ΤΙΑ ΝΑ ΞΕΓΕΛΑΣΟΥΝ ΤΙΣ ΜΑΖΕΣ bbox=[1166, 1565, 1340, 1576]
progkre-section bbox=[368, 400, 848, 1610]
article-title: ΤΟ ΡΟΥΜΑΝΙΚΟ ΔΑΝΕΙΟ bbox=[921, 1284, 1079, 1298]
divider bbox=[1150, 1560, 1356, 1561]
right-banner bbox=[1150, 96, 1570, 247]
dateline: ΛΑΡΙΣΣΑ, 5.— bbox=[860, 706, 929, 718]
divider bbox=[368, 2016, 600, 2017]
article-title: ΣΤΟ ΔΡΟΜΟ ΠΤΕΛΕΟΥ — ΑΛΜΥΡΟΥ bbox=[223, 1676, 355, 1699]
divider bbox=[1368, 1110, 1570, 1111]
article-text: Η λεγόμενη «δικαιοσύνη» είς τό 5ος της (Ανατολικό) ζήτημα δείχνει από σ' όνε τον ονομασμένο ένα δικαστήριο, ακόμα και στο Υπουργείο τής δικαιοσύνης ή ισπανίας προσκλήθησαν για ένας ειμαυδό ένα αέρα διάρκειας ζητήματος. bbox=[30, 116, 208, 212]
article-text: Οι σύντροφοί μας που εξελέγησαν είναι οι Κ. Τσολάκης, Ε. Κελάτσικος, Χ. Πίγαδης, Σ. Κελάσης, Κ. Μήκας και Α. Γεωργαντζής. Την επιτυχία αυτή η επαναστατική παράταξη θα την χρησιμοποιήσει ως ένα ακόμη βήμα για πάλη ενάντια στον κίνδυνο. bbox=[220, 341, 358, 461]
article-title: ΑΝΑΚΟΙΝΩΣΕΙΣ ΤΟΥ ΣΥΝΔΙΚΑΤΟΦΑΣΙΣΜΟΥ bbox=[420, 1623, 548, 1645]
article-text: Χτες το βράδυ η χωροφυλακή συνέλαβε κάμποσους εργάτες για συνδικαλιστική δράση. Προχθές συνελήφθη ο Γραμματεύς του Εργατικού Κέντρου και πολλοί άλλοι καπνεργάτες. Οι εργάτες της πόλης καλούνται να διαμαρτυρηθούν. bbox=[220, 523, 358, 643]
dateline: ΛΟΝΔΙΝΟ, 5.— bbox=[860, 1046, 935, 1058]
divider bbox=[1150, 1345, 1356, 1346]
article-text: Προχθές στην 10η φυλακή ήρθε ο Εισαγγελέας για να εκφράσει τον κατάδικο Ιωάννη Πισκουλη διότι λιμοκτονεί έναν μήνα για να ζητήσει την απελευθέρωσή του. Ο Εισαγγελεύς άργησε να πει την αλήθεια για όλους εκείνους που υπήρχαν εκεί. bbox=[30, 1459, 208, 1555]
article-title: Η ΣΚΕΨΗ ΠΟΥΛΗ ΚΑΙ ΤΣΕΡΟΥΣΗ bbox=[638, 1950, 822, 1962]
article-text: Τηλεγραφούν εκ Ρώμης ότι καθ' όλη την Ιταλία οι φασίστες συνεχίζουν τις τρομοκρατικές τους ενέργειες κατά των εργατών. bbox=[1368, 1450, 1570, 1498]
divider bbox=[612, 1945, 848, 1946]
article-text: (Του ανταποκριτού μας).— Στις αρχαιρεσίες του Ταμείου Αλληλοβοήθειας Τροχιοδρομικών, το ψηφοδέλτιο της επαναστατικής παράταξης συγκέντρωσε 207 ψήφους. Οι φασίστες απέσχον από τις αρχαιρεσίες με διάφορες προσχήματα. Η αλήθεια είναι ότι απέσχον διότι κατάλαβαν ότι δεν θα μπορούσαν να επιτύχουν. bbox=[220, 181, 358, 337]
article-text: Το σοσιαλιστικό κόμμα επέκρινε σφοδρώς την κυβέρνηση για την πολιτική της απέναντι στους ανέργους. Όμως το ίδιο κόμμα στη Βουλή ψήφισε όλα τα μέτρα κατά της εργατικής τάξης. Αυτή είναι η υποκρισία των λακέδων του κεφαλαίου. bbox=[1150, 1254, 1356, 1338]
article-title: "ΔΕΝ ΣΥΜΕΛΕΤΗΘΗΚΑΝ" bbox=[642, 1623, 818, 1637]
page-number: 4 bbox=[30, 4, 40, 20]
article-title: ΤΟ ΠΑΡΑΓΟΓΙΚΟ ΔΑΝΕΙΟ bbox=[396, 1831, 572, 1846]
center-banner bbox=[368, 96, 1138, 399]
